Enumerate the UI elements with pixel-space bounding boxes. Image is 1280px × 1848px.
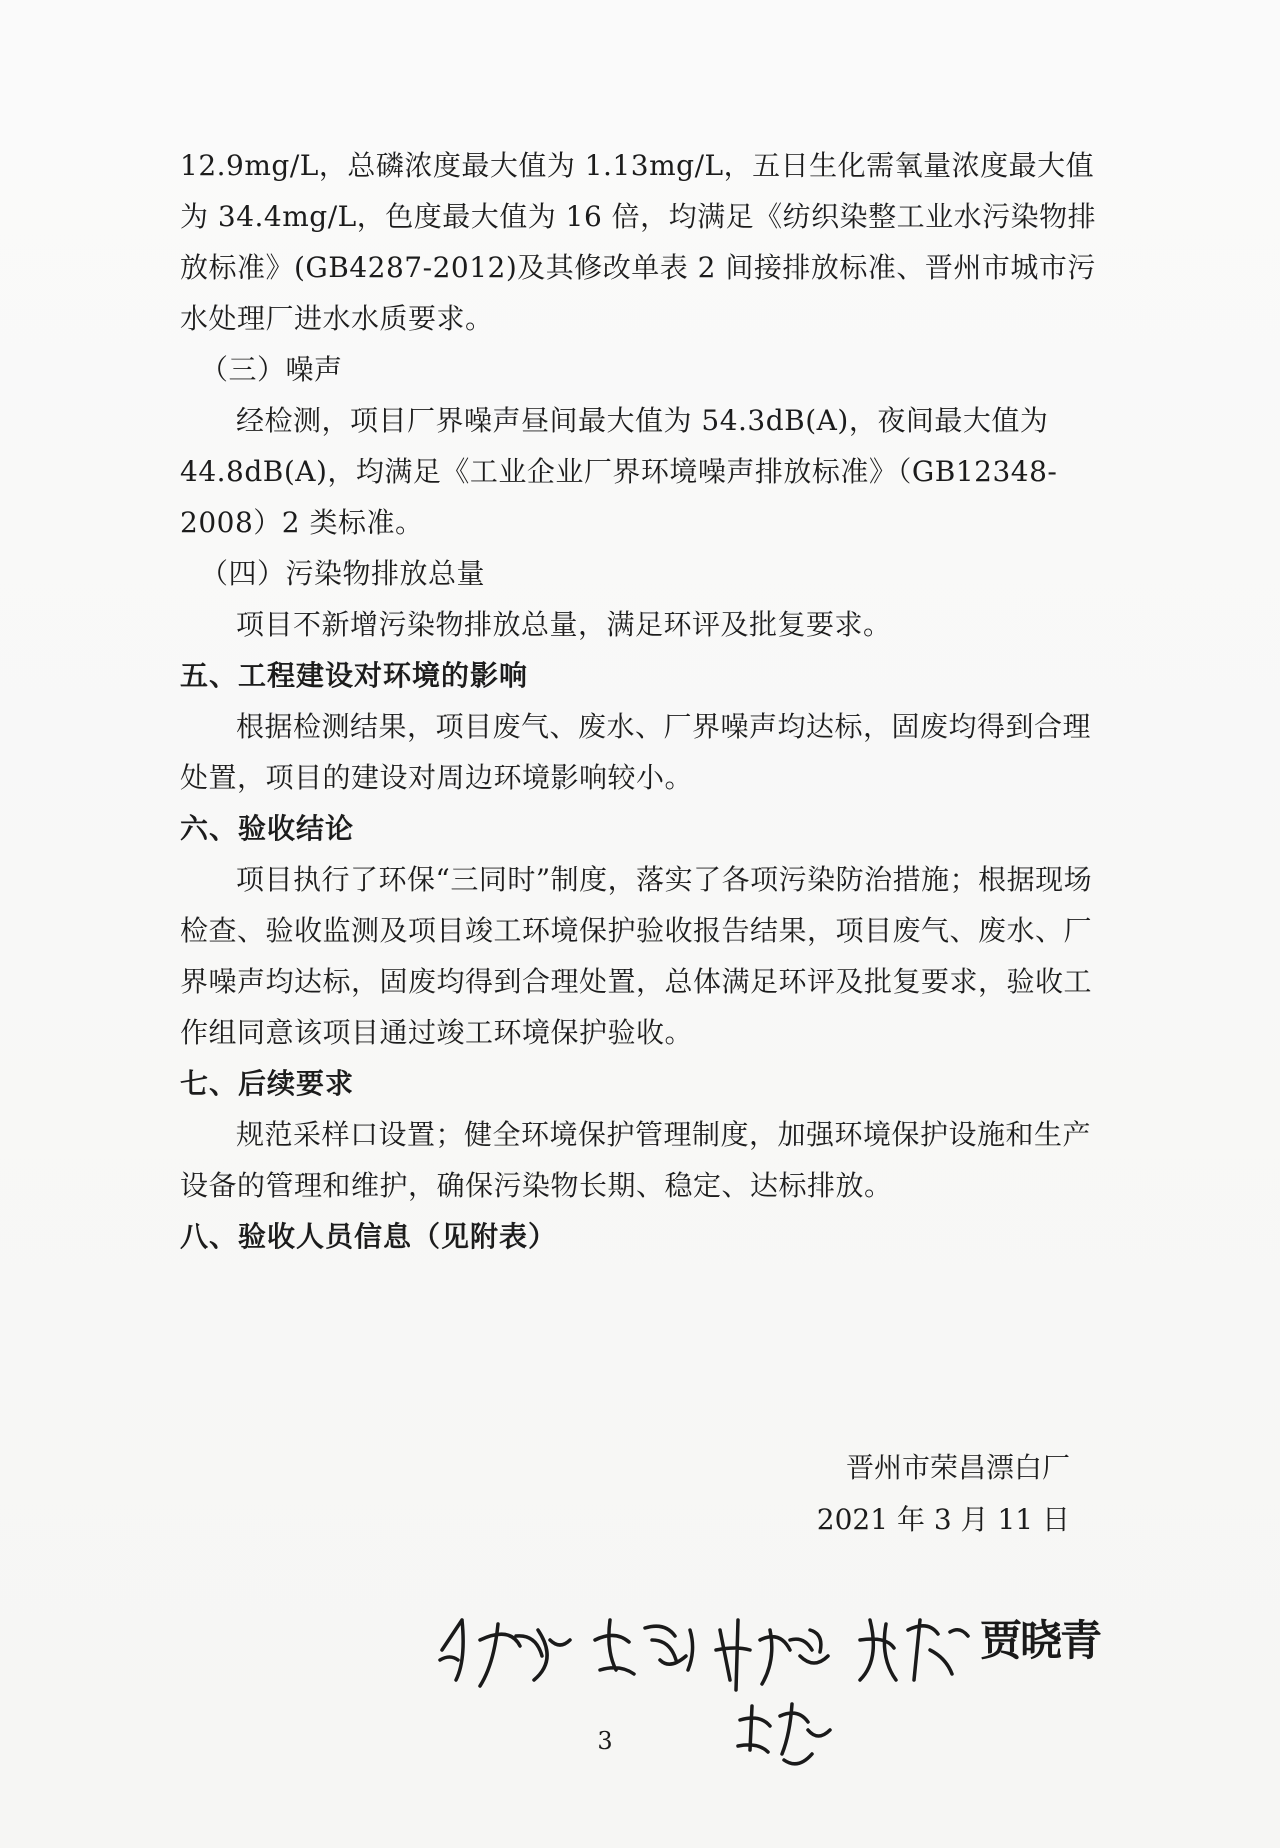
signature-5-strokes <box>860 1620 968 1680</box>
handwritten-signatures <box>420 1600 1260 1800</box>
heading-pollutant-total: （四）污染物排放总量 <box>200 557 486 590</box>
heading-personnel-info: 八、验收人员信息（见附表） <box>180 1220 558 1253</box>
heading-follow-up: 七、后续要求 <box>180 1067 355 1100</box>
heading-noise: （三）噪声 <box>200 353 343 386</box>
signature-2-strokes <box>595 1620 693 1674</box>
signoff-block <box>817 1442 1070 1546</box>
page-number: 3 <box>597 1727 613 1755</box>
signoff-date: 2021 年 3 月 11 日 <box>816 1503 1070 1536</box>
paragraph-noise: 经检测，项目厂界噪声昼间最大值为 54.3dB(A)，夜间最大值为 44.8dB(A)，均满足《工业企业厂界环境噪声排放标准》（GB12348-2008）2 类标准。 <box>180 404 1058 539</box>
heading-acceptance-conclusion: 六、验收结论 <box>180 812 355 845</box>
paragraph-follow-up: 规范采样口设置；健全环境保护管理制度，加强环境保护设施和生产设备的管理和维护，确保污染物长期、稳定、达标排放。 <box>180 1118 1092 1202</box>
signature-strokes <box>420 1600 1260 1800</box>
body-text <box>180 140 1110 1262</box>
paragraph-acceptance-conclusion: 项目执行了环保“三同时”制度，落实了各项污染防治措施；根据现场检查、验收监测及项目竣工环境保护验收报告结果，项目废气、废水、厂界噪声均达标，固废均得到合理处置，总体满足环评及批复要求，验收工作组同意该项目通过竣工环境保护验收。 <box>180 863 1093 1049</box>
paragraph-environmental-impact: 根据检测结果，项目废气、废水、厂界噪声均达标，固废均得到合理处置，项目的建设对周边环境影响较小。 <box>180 710 1092 794</box>
signature-3-strokes <box>716 1620 828 1690</box>
paragraph-water-quality: 12.9mg/L，总磷浓度最大值为 1.13mg/L，五日生化需氧量浓度最大值为 34.4mg/L，色度最大值为 16 倍，均满足《纺织染整工业水污染物排放标准》(GB4287-2012)及其修改单表 2 间接排放标准、晋州市城市污水处理厂进水水质要求。 <box>180 149 1097 335</box>
heading-environmental-impact: 五、工程建设对环境的影响 <box>180 659 529 692</box>
paragraph-pollutant-total: 项目不新增污染物排放总量，满足环评及批复要求。 <box>236 608 892 641</box>
organization-name: 晋州市荣昌漂白厂 <box>845 1451 1070 1484</box>
signature-6-text: 贾晓青 <box>980 1616 1101 1665</box>
signature-1-strokes <box>440 1620 570 1686</box>
